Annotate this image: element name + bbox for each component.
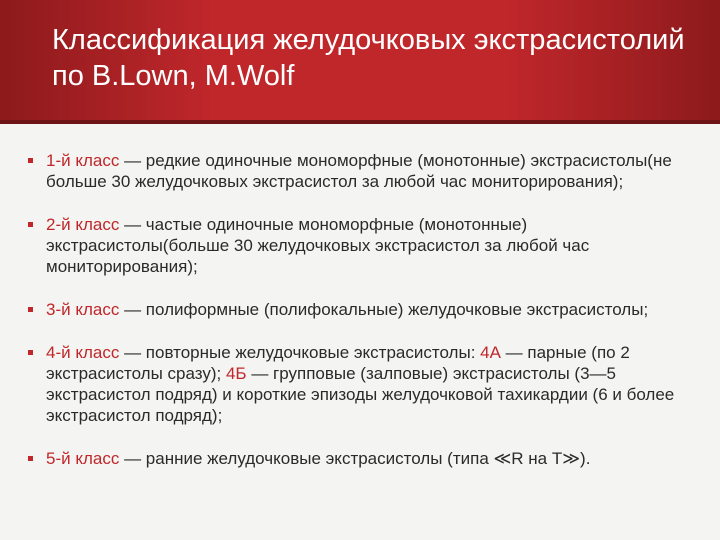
class-description: — полиформные (полифокальные) желудочковые экстрасистолы; [119,300,649,319]
class-description: — ранние желудочковые экстрасистолы (типа ≪R на Т≫). [119,449,591,468]
subclass-4a-description: — парные (по 2 экстрасистолы сразу); [46,343,630,383]
subclass-4a-label: 4А [480,343,501,362]
list-item-class-3 [28,299,698,320]
subclass-4b-label: 4Б [225,364,247,383]
bullet-icon [28,307,33,312]
list-item-class-2 [28,214,698,277]
subclass-4b-description: — групповые (залповые) экстрасистолы (3—5 экстрасистол подряд) и короткие эпизоды желудочковой тахикардии (6 и более экстрасистол подряд); [46,364,675,425]
bullet-icon [28,158,33,163]
class-label: 3-й класс [46,300,120,319]
slide-title: Классификация желудочковых экстрасистолий по B.Lown, M.Wolf [52,24,685,92]
list-item-class-5 [28,448,698,469]
bullet-icon [28,456,33,461]
class-description: — редкие одиночные мономорфные (монотонные) экстрасистолы(не больше 30 желудочковых экстрасистол за любой час мониторирования); [46,151,672,191]
classification-list [28,150,698,491]
list-item-class-1 [28,150,698,192]
class-label: 5-й класс [46,449,120,468]
class-description: — повторные желудочковые экстрасистолы: [119,343,481,362]
title-banner-underline [0,120,720,124]
class-description: — частые одиночные мономорфные (монотонные) экстрасистолы(больше 30 желудочковых экстрасистол за любой час мониторирования); [46,215,590,276]
bullet-icon [28,222,33,227]
class-label: 4-й класс [46,343,120,362]
bullet-icon [28,350,33,355]
class-label: 2-й класс [46,215,120,234]
list-item-class-4 [28,342,698,426]
class-label: 1-й класс [46,151,120,170]
